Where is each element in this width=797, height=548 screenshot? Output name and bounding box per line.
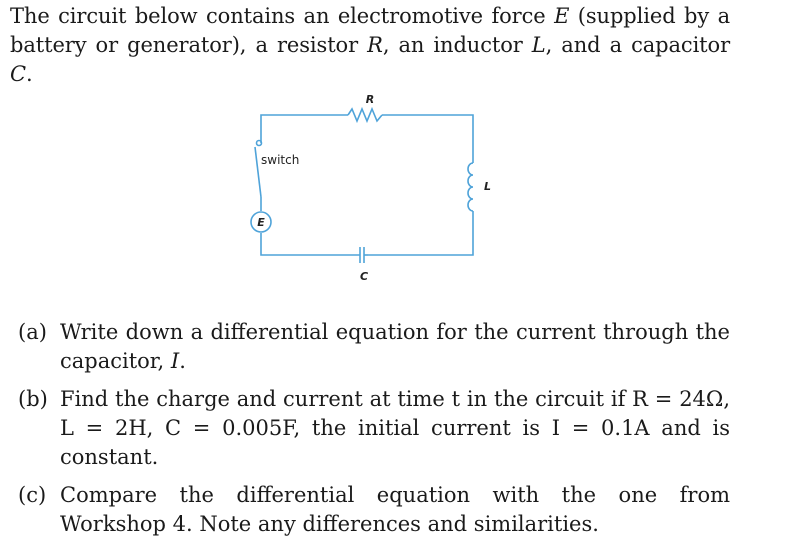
- resistor-zigzag: [348, 109, 382, 121]
- question-parts: [18, 318, 730, 548]
- part-a: [18, 318, 730, 376]
- var-L: L: [531, 33, 546, 57]
- capacitor-label: C: [359, 270, 369, 283]
- inductor-label: L: [484, 180, 492, 193]
- intro-text-1: The circuit below contains an electromotive force: [10, 4, 555, 28]
- circuit-wires: [251, 109, 473, 263]
- switch-label: switch: [261, 153, 300, 167]
- resistor-label: R: [365, 93, 375, 106]
- part-c-text: Compare the differential equation with the one from Workshop 4. Note any differences and similarities.: [60, 483, 730, 536]
- var-R: R: [367, 33, 383, 57]
- intro-text-2: (supplied by a battery or generator), a resistor: [10, 4, 730, 57]
- rlc-circuit-diagram: [230, 85, 490, 285]
- intro-text-4: , and a capacitor: [545, 33, 731, 57]
- wire-bottom-right: [368, 211, 473, 255]
- part-c: [18, 481, 730, 539]
- part-b: [18, 385, 730, 472]
- intro-text-5: .: [25, 62, 33, 86]
- wire-top-left: [261, 115, 348, 143]
- intro-paragraph: [10, 2, 730, 89]
- var-C: C: [10, 62, 26, 86]
- var-E: E: [554, 4, 570, 28]
- part-a-text: Write down a differential equation for the current through the capacitor, I.: [60, 320, 730, 373]
- part-a-label: (a): [18, 320, 47, 344]
- part-b-text: Find the charge and current at time t in the circuit if R = 24Ω, L = 2H, C = 0.005F, the initial current is I = 0.1A and is constant.: [60, 387, 730, 469]
- wire-top-right: [382, 115, 473, 163]
- intro-text-3: , an inductor: [382, 33, 532, 57]
- part-b-label: (b): [18, 387, 48, 411]
- part-c-label: (c): [18, 483, 47, 507]
- inductor-coil: [468, 163, 473, 211]
- wire-bottom-left: [261, 233, 360, 255]
- source-label: E: [257, 216, 265, 229]
- switch-contact: [257, 141, 262, 146]
